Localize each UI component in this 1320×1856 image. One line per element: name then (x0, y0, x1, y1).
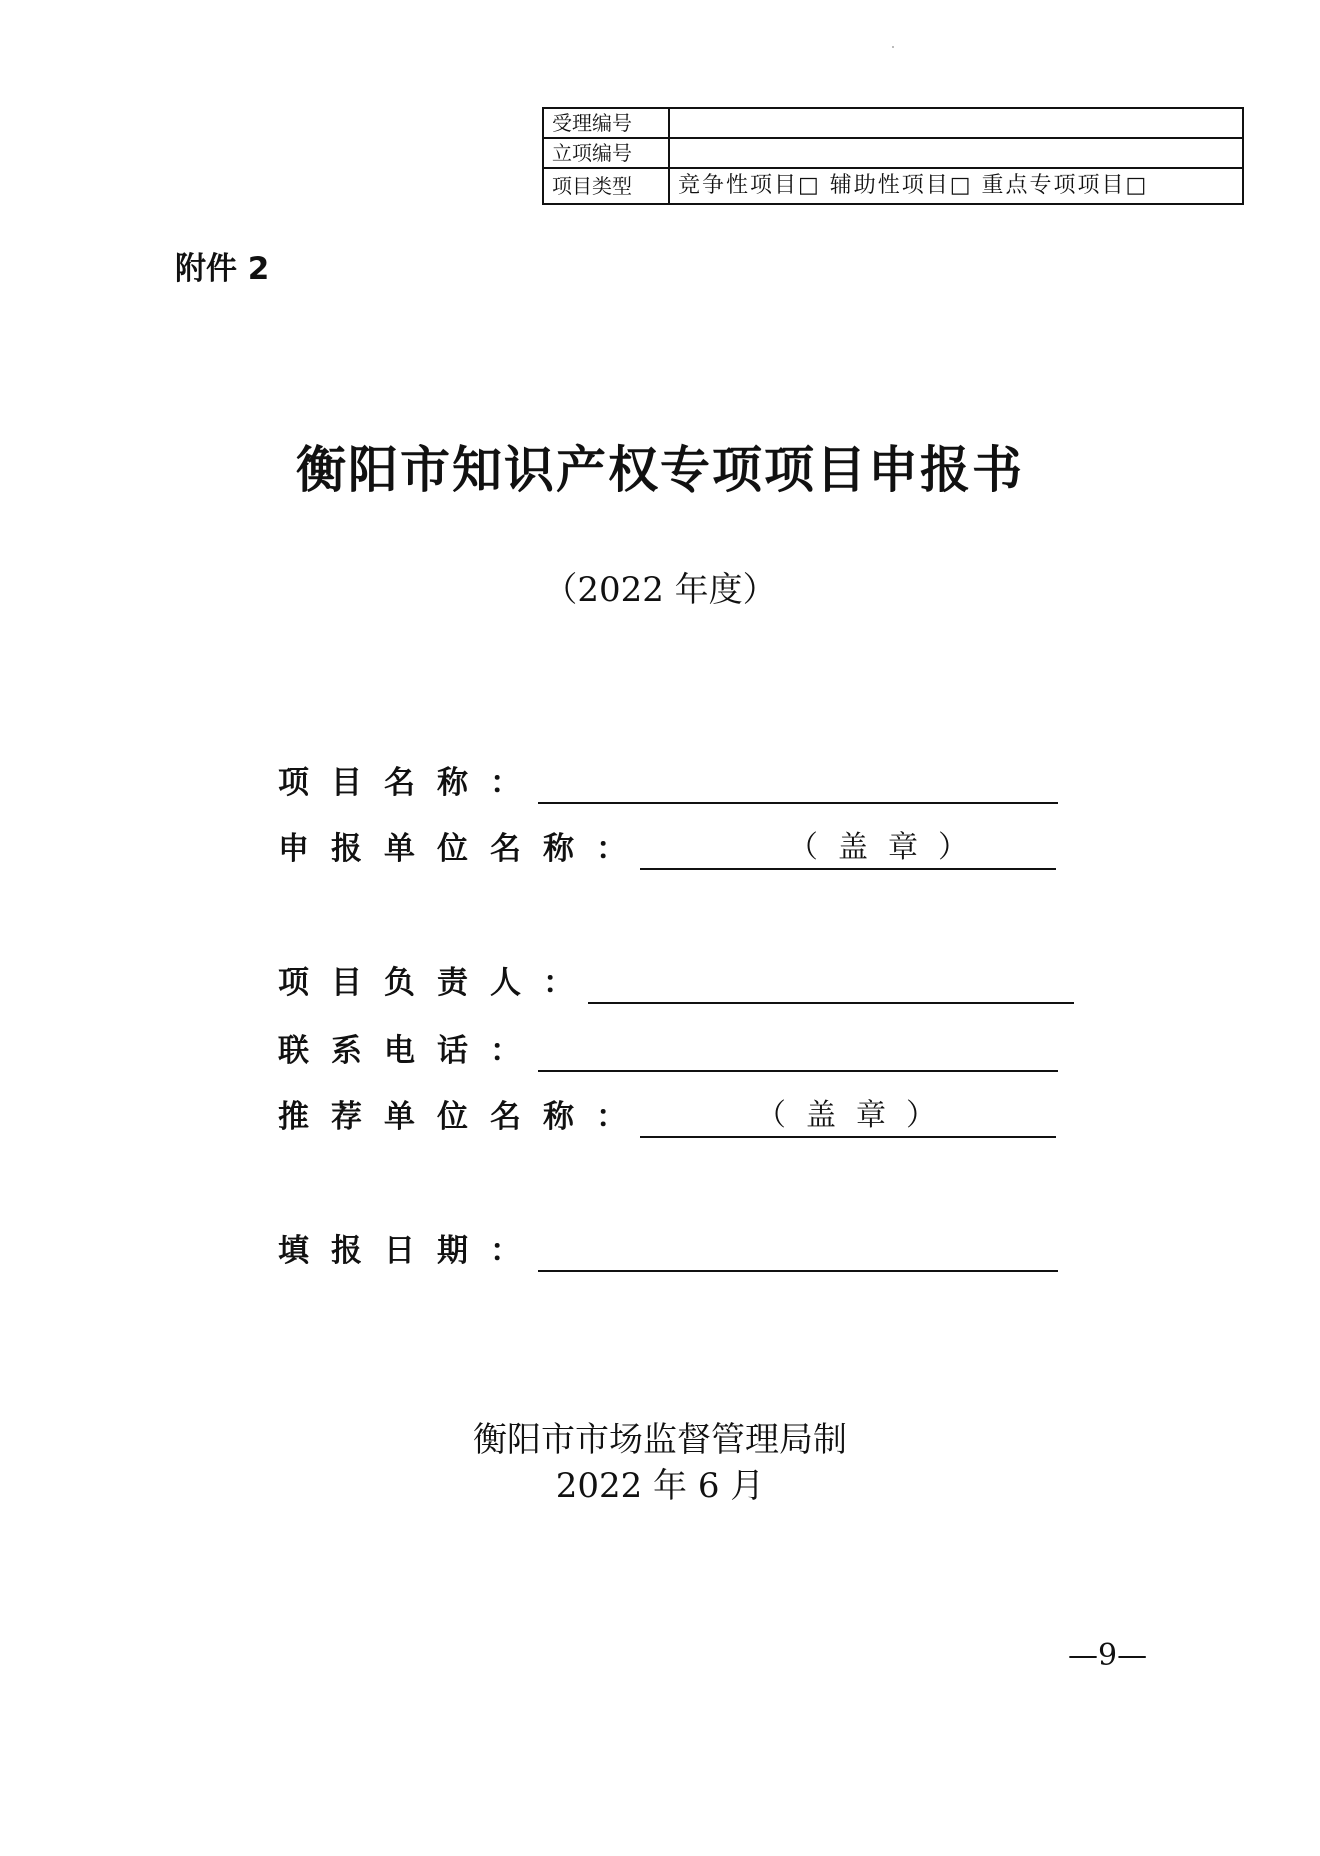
fill-date-label: 填报日期： (278, 1233, 543, 1269)
project-type-options[interactable]: 竞争性项目□ 辅助性项目□ 重点专项项目□ (669, 168, 1243, 204)
contact-phone-field (278, 1030, 1078, 1072)
project-type-label: 项目类型 (543, 168, 669, 204)
recommending-unit-input-line[interactable] (640, 1136, 1056, 1138)
project-name-field (278, 762, 1078, 804)
table-row (543, 168, 1243, 204)
applicant-unit-input-line[interactable] (640, 868, 1056, 870)
recommending-unit-label: 推荐单位名称： (278, 1099, 649, 1135)
table-row (543, 108, 1243, 138)
info-table (542, 107, 1244, 205)
acceptance-number-value[interactable] (669, 108, 1243, 138)
scan-speck (892, 46, 894, 48)
applicant-unit-label: 申报单位名称： (278, 831, 649, 867)
acceptance-number-label: 受理编号 (543, 108, 669, 138)
project-leader-field (278, 962, 1098, 1004)
project-name-input-line[interactable] (538, 802, 1058, 804)
applicant-unit-seal: （盖章） (788, 830, 988, 865)
attachment-label: 附件 2 (175, 251, 270, 287)
applicant-unit-field (278, 828, 1078, 870)
issue-date: 2022 年 6 月 (555, 1466, 765, 1506)
page-number: —9— (1068, 1638, 1148, 1673)
table-row (543, 138, 1243, 168)
project-number-label: 立项编号 (543, 138, 669, 168)
year-note: （2022 年度） (543, 570, 777, 610)
fill-date-input-line[interactable] (538, 1270, 1058, 1272)
project-number-value[interactable] (669, 138, 1243, 168)
recommending-unit-field (278, 1096, 1078, 1138)
recommending-unit-seal: （盖章） (756, 1098, 956, 1133)
project-name-label: 项目名称： (278, 765, 543, 801)
project-leader-label: 项目负责人： (278, 965, 596, 1001)
project-leader-input-line[interactable] (588, 1002, 1074, 1004)
document-title: 衡阳市知识产权专项项目申报书 (296, 440, 1024, 499)
contact-phone-input-line[interactable] (538, 1070, 1058, 1072)
issuer: 衡阳市市场监督管理局制 (473, 1420, 847, 1460)
contact-phone-label: 联系电话： (278, 1033, 543, 1069)
fill-date-field (278, 1230, 1078, 1272)
